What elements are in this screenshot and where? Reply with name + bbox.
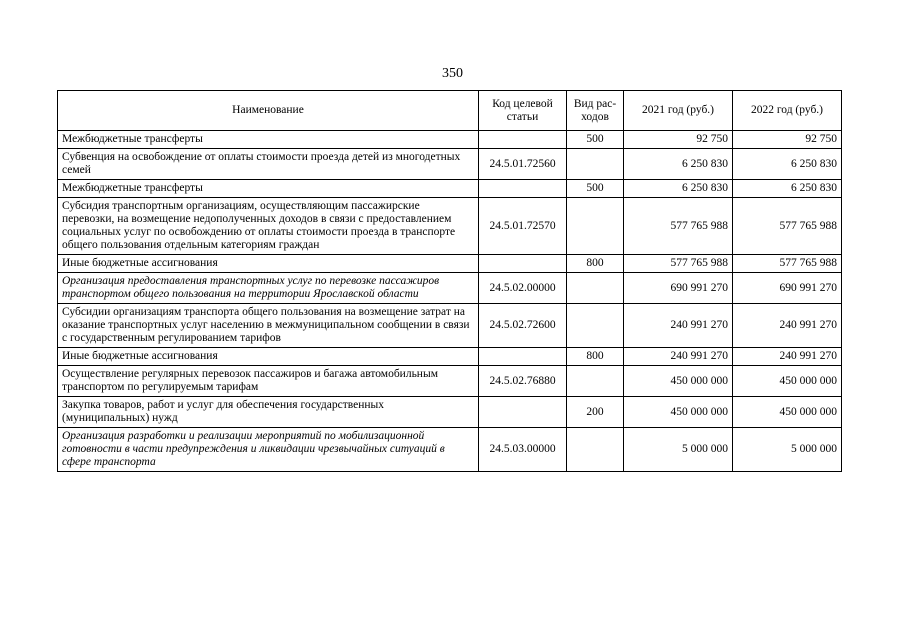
- table-row: [58, 131, 842, 149]
- row-type-cell: 800: [567, 348, 624, 366]
- row-code-cell: [479, 348, 567, 366]
- row-type-cell: [567, 428, 624, 472]
- row-code-cell: 24.5.01.72560: [479, 149, 567, 180]
- row-type-cell: [567, 366, 624, 397]
- table-row: [58, 348, 842, 366]
- row-code-cell: 24.5.01.72570: [479, 198, 567, 255]
- row-code-cell: 24.5.02.00000: [479, 273, 567, 304]
- row-name-cell: Иные бюджетные ассигнования: [58, 348, 479, 366]
- row-code-cell: [479, 397, 567, 428]
- table-row: [58, 149, 842, 180]
- row-code-cell: [479, 180, 567, 198]
- row-2022-cell: 450 000 000: [733, 366, 842, 397]
- page-number: 350: [442, 66, 463, 81]
- header-name: Наименование: [58, 91, 479, 131]
- row-2021-cell: 577 765 988: [624, 198, 733, 255]
- row-type-cell: [567, 273, 624, 304]
- row-name-cell: Осуществление регулярных перевозок пассажиров и багажа автомобильным транспортом по регулируемым тарифам: [58, 366, 479, 397]
- table-row: [58, 366, 842, 397]
- row-2021-cell: 690 991 270: [624, 273, 733, 304]
- row-code-cell: 24.5.02.76880: [479, 366, 567, 397]
- table-header-row: [58, 91, 842, 131]
- row-2022-cell: 6 250 830: [733, 149, 842, 180]
- table-row: [58, 180, 842, 198]
- row-name-cell: Организация разработки и реализации мероприятий по мобилизационной готовности в части предупреждения и ликвидации чрезвычайных ситуаций в сфере транспорта: [58, 428, 479, 472]
- budget-table: [57, 90, 842, 472]
- row-name-cell: Субсидии организациям транспорта общего пользования на возмещение затрат на оказание транспортных услуг населению в межмуниципальном сообщении в связи с государственным регулированием тарифов: [58, 304, 479, 348]
- table-row: [58, 304, 842, 348]
- row-code-cell: 24.5.03.00000: [479, 428, 567, 472]
- row-2021-cell: 450 000 000: [624, 397, 733, 428]
- row-2021-cell: 92 750: [624, 131, 733, 149]
- row-2021-cell: 5 000 000: [624, 428, 733, 472]
- row-code-cell: [479, 255, 567, 273]
- header-type: Вид рас-ходов: [567, 91, 624, 131]
- row-name-cell: Субсидия транспортным организациям, осуществляющим пассажирские перевозки, на возмещение недополученных доходов в связи с предоставлением социальных услуг по освобождению от оплаты стоимости проезда в транспорте общего пользования отдельным категориям граждан: [58, 198, 479, 255]
- row-2021-cell: 240 991 270: [624, 304, 733, 348]
- row-name-cell: Межбюджетные трансферты: [58, 180, 479, 198]
- table-row: [58, 428, 842, 472]
- row-2022-cell: 450 000 000: [733, 397, 842, 428]
- header-code: Код целевой статьи: [479, 91, 567, 131]
- header-2022: 2022 год (руб.): [733, 91, 842, 131]
- row-2022-cell: 240 991 270: [733, 304, 842, 348]
- row-2021-cell: 450 000 000: [624, 366, 733, 397]
- table-row: [58, 397, 842, 428]
- row-type-cell: 500: [567, 180, 624, 198]
- row-type-cell: [567, 149, 624, 180]
- row-type-cell: [567, 198, 624, 255]
- row-code-cell: [479, 131, 567, 149]
- table-row: [58, 273, 842, 304]
- row-2022-cell: 690 991 270: [733, 273, 842, 304]
- row-name-cell: Организация предоставления транспортных услуг по перевозке пассажиров транспортом общего пользования на территории Ярославской области: [58, 273, 479, 304]
- row-2022-cell: 240 991 270: [733, 348, 842, 366]
- row-type-cell: 800: [567, 255, 624, 273]
- row-code-cell: 24.5.02.72600: [479, 304, 567, 348]
- table-row: [58, 198, 842, 255]
- row-type-cell: 500: [567, 131, 624, 149]
- row-type-cell: [567, 304, 624, 348]
- row-2022-cell: 577 765 988: [733, 198, 842, 255]
- row-2022-cell: 577 765 988: [733, 255, 842, 273]
- row-name-cell: Межбюджетные трансферты: [58, 131, 479, 149]
- row-2022-cell: 5 000 000: [733, 428, 842, 472]
- row-2021-cell: 240 991 270: [624, 348, 733, 366]
- row-type-cell: 200: [567, 397, 624, 428]
- row-name-cell: Субвенция на освобождение от оплаты стоимости проезда детей из многодетных семей: [58, 149, 479, 180]
- row-name-cell: Закупка товаров, работ и услуг для обеспечения государственных (муниципальных) нужд: [58, 397, 479, 428]
- row-2022-cell: 92 750: [733, 131, 842, 149]
- header-2021: 2021 год (руб.): [624, 91, 733, 131]
- table-row: [58, 255, 842, 273]
- row-2022-cell: 6 250 830: [733, 180, 842, 198]
- row-name-cell: Иные бюджетные ассигнования: [58, 255, 479, 273]
- row-2021-cell: 6 250 830: [624, 149, 733, 180]
- row-2021-cell: 6 250 830: [624, 180, 733, 198]
- row-2021-cell: 577 765 988: [624, 255, 733, 273]
